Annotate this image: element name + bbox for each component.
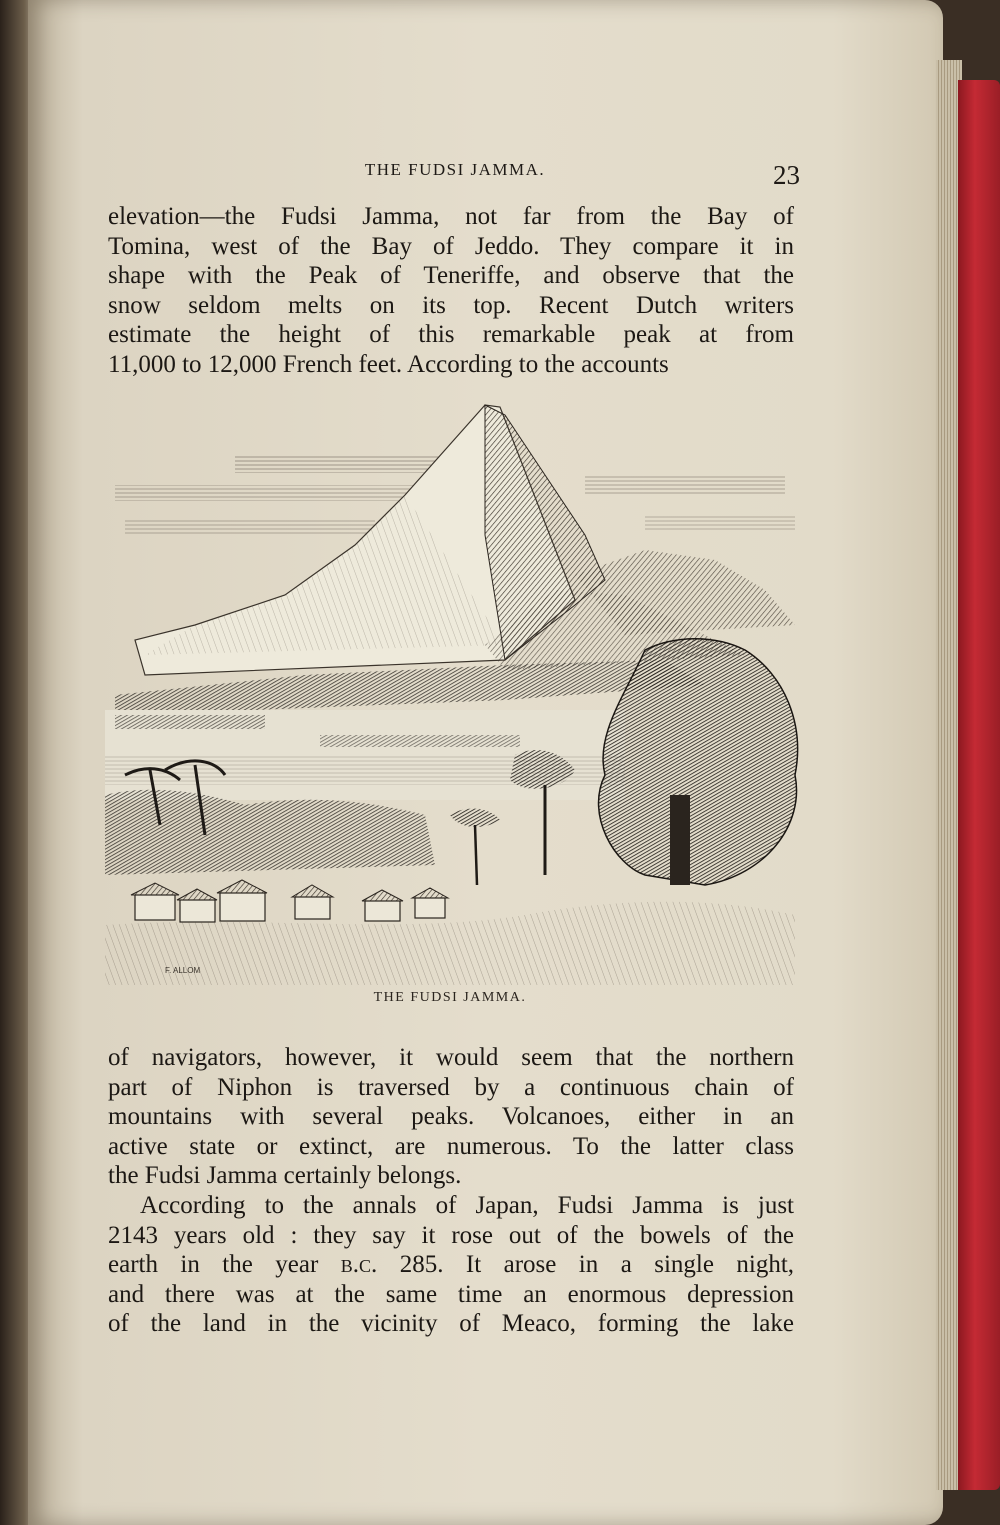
text-line: active state or extinct, are numerous. To the latter class [108, 1132, 794, 1160]
mountain-engraving [105, 395, 805, 985]
text-segment: 285. It arose in a single night, [399, 1251, 795, 1278]
figure-caption: THE FUDSI JAMMA. [373, 990, 527, 1005]
red-cloth-cover [958, 80, 1000, 1490]
text-line: and there was at the same time an enormous depression [108, 1280, 794, 1308]
text-line: part of Niphon is traversed by a continuous chain of [108, 1073, 794, 1101]
text-line: 11,000 to 12,000 French feet. According to the accounts [108, 350, 669, 378]
text-line: According to the annals of Japan, Fudsi Jamma is just [140, 1192, 794, 1219]
paragraph-1 [108, 1043, 794, 1191]
page-number: 23 [773, 160, 800, 190]
text-line [108, 1250, 794, 1280]
text-line: shape with the Peak of Teneriffe, and observe that the [108, 262, 794, 289]
paragraph-2 [108, 1191, 794, 1339]
text-line: of the land in the vicinity of Meaco, forming the lake [108, 1310, 794, 1337]
running-head: THE FUDSI JAMMA. [364, 160, 546, 179]
text-line: snow seldom melts on its top. Recent Dutch writers [108, 291, 794, 319]
top-paragraph [108, 202, 794, 379]
text-segment: earth in the year [108, 1251, 319, 1278]
text-line: 2143 years old : they say it rose out of the bowels of the [108, 1221, 794, 1249]
engraver-signature: F. ALLOM [165, 966, 201, 975]
text-line: the Fudsi Jamma certainly belongs. [108, 1162, 462, 1189]
text-line: elevation—the Fudsi Jamma, not far from the Bay of [108, 203, 794, 230]
text-line: estimate the height of this remarkable peak at from [108, 321, 794, 348]
text-line: of navigators, however, it would seem that the northern [108, 1044, 794, 1071]
era-abbreviation: b.c. [340, 1251, 378, 1278]
text-line: Tomina, west of the Bay of Jeddo. They compare it in [108, 232, 794, 260]
text-line: mountains with several peaks. Volcanoes, either in an [108, 1103, 794, 1130]
